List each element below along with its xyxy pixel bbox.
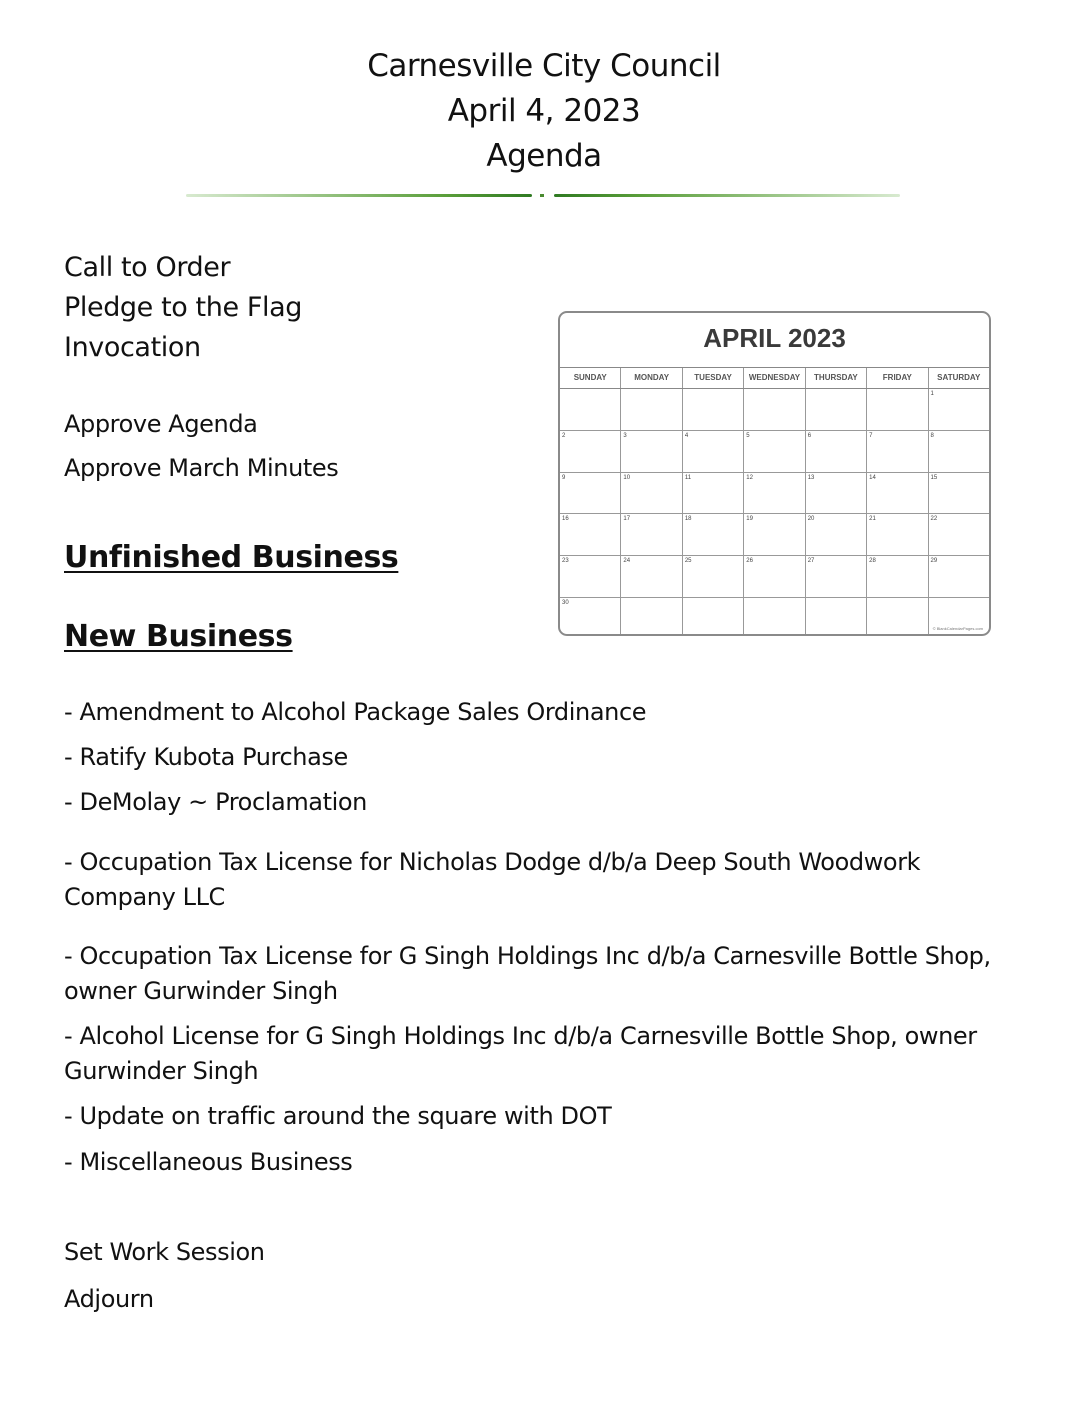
closing-item: Adjourn (64, 1285, 154, 1313)
calendar-day-number: 14 (869, 474, 876, 481)
calendar-day-cell (928, 556, 989, 597)
calendar-day-cell (560, 389, 620, 430)
calendar-day-cell (866, 598, 927, 636)
new-business-item: - Update on traffic around the square with DOT (64, 1102, 612, 1130)
calendar-day-cell (866, 473, 927, 514)
calendar-day-cell (928, 431, 989, 472)
calendar-day-cell (805, 389, 866, 430)
calendar-day-cell (620, 514, 681, 555)
calendar-day-cell (620, 473, 681, 514)
calendar-day-cell (560, 431, 620, 472)
calendar-day-cell (560, 556, 620, 597)
calendar-day-cell (682, 473, 743, 514)
calendar-day-cell (805, 514, 866, 555)
calendar-day-cell (866, 514, 927, 555)
calendar-week-row (560, 556, 989, 598)
calendar-day-cell (620, 389, 681, 430)
calendar-day-cell (805, 556, 866, 597)
header-divider (186, 194, 900, 197)
calendar-week-row (560, 431, 989, 473)
calendar-day-cell (928, 514, 989, 555)
calendar-day-number: 27 (807, 558, 815, 565)
meeting-date: April 4, 2023 (447, 93, 641, 129)
calendar-grid (560, 367, 989, 636)
calendar-day-cell (743, 556, 804, 597)
weekday-label: FRIDAY (866, 368, 927, 388)
new-business-item: - Occupation Tax License for G Singh Holdings Inc d/b/a Carnesville Bottle Shop, owner Gurwinder Singh (64, 942, 991, 1005)
calendar-weeks (560, 389, 989, 636)
calendar-watermark: © BlankCalendarPages.com (932, 626, 983, 631)
opening-item: Pledge to the Flag (64, 292, 302, 323)
weekday-label: THURSDAY (805, 368, 866, 388)
calendar-week-row (560, 473, 989, 515)
calendar-day-cell (560, 598, 620, 636)
weekday-label: TUESDAY (682, 368, 743, 388)
calendar-week-row (560, 389, 989, 431)
closing-item: Set Work Session (64, 1238, 265, 1266)
calendar-day-cell (866, 431, 927, 472)
calendar-day-cell (620, 598, 681, 636)
calendar-day-cell (682, 556, 743, 597)
calendar-day-cell (866, 556, 927, 597)
calendar-day-cell (805, 431, 866, 472)
calendar-day-cell (620, 556, 681, 597)
calendar-day-number: 22 (930, 516, 938, 523)
weekday-label: WEDNESDAY (743, 368, 804, 388)
calendar-day-number: 13 (807, 474, 815, 481)
calendar-day-cell (805, 473, 866, 514)
calendar-day-number: 25 (684, 558, 692, 565)
calendar-day-number: 7 (869, 432, 873, 439)
new-business-item: - Miscellaneous Business (64, 1148, 353, 1176)
calendar-day-cell (682, 598, 743, 636)
calendar-day-number: 2 (562, 432, 566, 439)
calendar-day-cell (560, 514, 620, 555)
calendar-day-cell (743, 389, 804, 430)
weekday-label: SUNDAY (573, 373, 607, 382)
calendar-day-cell (620, 431, 681, 472)
calendar-day-cell (743, 473, 804, 514)
council-title: Carnesville City Council (367, 48, 721, 84)
calendar-day-number: 17 (623, 516, 631, 523)
calendar-day-number: 1 (930, 391, 934, 397)
calendar-day-number: 20 (807, 516, 815, 523)
new-business-item: - Occupation Tax License for Nicholas Dodge d/b/a Deep South Woodwork Company LLC (64, 848, 921, 911)
calendar-day-number: 9 (562, 474, 566, 481)
unfinished-business-heading: Unfinished Business (64, 540, 399, 575)
calendar-day-number: 28 (869, 558, 876, 565)
calendar-day-number: 5 (746, 432, 750, 439)
calendar-day-number: 3 (623, 432, 627, 439)
calendar-title: APRIL 2023 (703, 323, 846, 353)
calendar-day-number: 24 (623, 558, 631, 565)
calendar-day-cell (743, 598, 804, 636)
agenda-label: Agenda (486, 138, 602, 174)
new-business-item: - Amendment to Alcohol Package Sales Ordinance (64, 698, 647, 726)
calendar-day-number: 19 (746, 516, 753, 523)
calendar-day-number: 11 (684, 474, 692, 481)
calendar-day-number: 8 (930, 432, 934, 439)
april-calendar (558, 311, 991, 636)
calendar-day-number: 6 (807, 432, 812, 439)
calendar-day-cell (682, 514, 743, 555)
calendar-day-number: 21 (869, 516, 876, 523)
weekday-header-row (560, 367, 989, 389)
agenda-header (0, 44, 1088, 179)
calendar-day-cell (682, 389, 743, 430)
opening-item: Call to Order (64, 252, 231, 283)
approval-item: Approve March Minutes (64, 454, 339, 482)
new-business-item: - Alcohol License for G Singh Holdings Inc d/b/a Carnesville Bottle Shop, owner Gurwinder Singh (64, 1022, 977, 1085)
calendar-day-cell (560, 473, 620, 514)
calendar-day-number: 4 (684, 432, 689, 439)
calendar-day-cell (682, 431, 743, 472)
calendar-day-number: 30 (562, 599, 569, 606)
calendar-day-number: 23 (562, 558, 569, 565)
calendar-day-cell (928, 473, 989, 514)
opening-item: Invocation (64, 332, 201, 363)
weekday-label: MONDAY (620, 368, 681, 388)
calendar-day-cell (866, 389, 927, 430)
calendar-week-row (560, 514, 989, 556)
calendar-day-number: 10 (623, 474, 631, 481)
calendar-day-number: 18 (684, 516, 692, 523)
approval-item: Approve Agenda (64, 410, 258, 438)
calendar-day-cell (743, 514, 804, 555)
weekday-label: SATURDAY (928, 368, 989, 388)
calendar-day-cell (805, 598, 866, 636)
new-business-heading: New Business (64, 619, 293, 654)
calendar-week-row (560, 598, 989, 636)
calendar-day-cell (743, 431, 804, 472)
calendar-day-number: 29 (930, 558, 938, 565)
calendar-day-number: 15 (930, 474, 938, 481)
new-business-item: - Ratify Kubota Purchase (64, 743, 348, 771)
calendar-day-number: 12 (746, 474, 753, 481)
calendar-day-number: 16 (562, 516, 569, 523)
calendar-day-number: 26 (746, 558, 753, 565)
calendar-day-cell (928, 389, 989, 430)
new-business-item: - DeMolay ~ Proclamation (64, 788, 367, 816)
